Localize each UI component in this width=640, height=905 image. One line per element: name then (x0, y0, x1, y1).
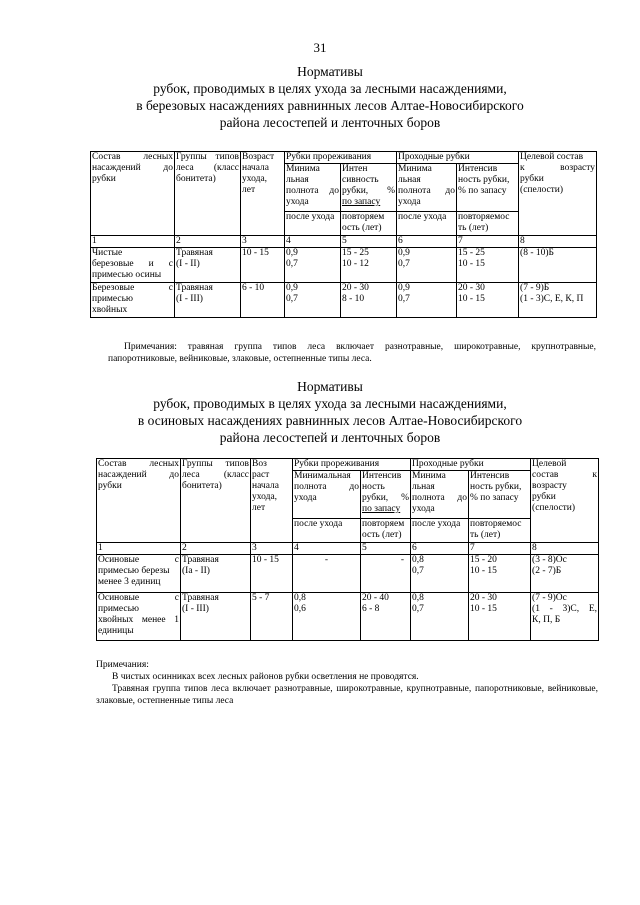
header-repeat-interval: повторяемос ть (лет) (457, 212, 519, 236)
header-after-care: после ухода (293, 519, 361, 543)
header-target-composition: Целевой состав к возрасту рубки (спелости) (531, 459, 599, 543)
header-after-care: после ухода (411, 519, 469, 543)
aspen-norms-table (96, 458, 599, 641)
column-number-row: 1 2 3 4 5 6 7 8 (97, 543, 599, 555)
header-thinning-group: Рубки прореживания (293, 459, 411, 471)
header-repeat-interval: повторяемос ть (лет) (469, 519, 531, 543)
header-passage-group: Проходные рубки (397, 152, 519, 164)
header-forest-type: Группы типов леса (класс бонитета) (181, 459, 251, 543)
table-row: Березовые с примесью хвойных Травяная (I - III) 6 - 10 0,9 0,7 20 - 30 8 - 10 0,9 0,7 20 - 30 10 - 15 (7 - 9)Б (1 - 3)С, Е, К, П (91, 283, 597, 318)
table-row: Чистые березовые и с примесью осины Травяная (I - II) 10 - 15 0,9 0,7 15 - 25 10 - 12 0,9 0,7 15 - 25 10 - 15 (8 - 10)Б (91, 248, 597, 283)
birch-norms-table (90, 151, 597, 318)
header-passage-group: Проходные рубки (411, 459, 531, 471)
title-line: Нормативы (297, 64, 363, 79)
page-number: 31 (313, 40, 327, 55)
title-line: в осиновых насаждениях равнинных лесов Алтае-Новосибирского (137, 413, 523, 428)
title-line: Нормативы (297, 379, 363, 394)
header-thinning-min-density: Минима льная полнота до ухода (285, 164, 341, 212)
header-target-composition: Целевой состав к возрасту рубки (спелости) (519, 152, 597, 236)
header-passage-intensity: Интенсив ность рубки, % по запасу (469, 471, 531, 519)
header-composition: Состав лесных насаждений до рубки (91, 152, 175, 236)
header-thinning-group: Рубки прореживания (285, 152, 397, 164)
header-passage-min-density: Минима льная полнота до ухода (411, 471, 469, 519)
header-forest-type: Группы типов леса (класс бонитета) (175, 152, 241, 236)
title-line: района лесостепей и ленточных боров (219, 430, 441, 445)
section2-title (60, 378, 600, 446)
section1-note: Примечания: травяная группа типов леса включает разнотравные, широкотравные, крупнотравные, папоротниковые, вейниковые, злаковые, остепненные типы леса. (108, 342, 596, 364)
title-line: рубок, проводимых в целях ухода за лесными насаждениями, (153, 81, 507, 96)
header-repeat-interval: повторяем ость (лет) (361, 519, 411, 543)
column-number-row: 1 2 3 4 5 6 7 8 (91, 236, 597, 248)
note-line: В чистых осинниках всех лесных районов рубки осветления не проводятся. (112, 672, 419, 682)
title-line: района лесостепей и ленточных боров (219, 115, 441, 130)
section2-notes (96, 659, 598, 707)
table-row: Осиновые с примесью березы менее 3 единиц Травяная (Ia - II) 10 - 15 - - 0,8 0,7 15 - 20 10 - 15 (3 - 8)Ос (2 - 7)Б (97, 555, 599, 593)
title-line: в березовых насаждениях равнинных лесов Алтае-Новосибирского (136, 98, 524, 113)
notes-title: Примечания: (96, 660, 149, 670)
header-repeat-interval: повторяем ость (лет) (341, 212, 397, 236)
header-start-age: Воз раст начала ухода, лет (251, 459, 293, 543)
header-passage-intensity: Интенсив ность рубки, % по запасу (457, 164, 519, 212)
header-after-care: после ухода (397, 212, 457, 236)
header-start-age: Возраст начала ухода, лет (241, 152, 285, 236)
note-line: Травяная группа типов леса включает разнотравные, широкотравные, крупнотравные, папоротниковые, вейниковые, злаковые, остепненные типы леса (96, 684, 598, 706)
header-thinning-intensity: Интенсив ность рубки, % по запасу (361, 471, 411, 519)
header-thinning-intensity: Интен сивность рубки, % по запасу (341, 164, 397, 212)
section1-title (60, 63, 600, 131)
header-thinning-min-density: Минимальная полнота до ухода (293, 471, 361, 519)
header-after-care: после ухода (285, 212, 341, 236)
header-composition: Состав лесных насаждений до рубки (97, 459, 181, 543)
table-row: Осиновые с примесью хвойных менее 1 единицы Травяная (I - III) 5 - 7 0,8 0,6 20 - 40 6 - 8 0,8 0,7 20 - 30 10 - 15 (7 - 9)Ос (1 - 3)С, Е, К, П, Б (97, 593, 599, 641)
title-line: рубок, проводимых в целях ухода за лесными насаждениями, (153, 396, 507, 411)
header-passage-min-density: Минима льная полнота до ухода (397, 164, 457, 212)
